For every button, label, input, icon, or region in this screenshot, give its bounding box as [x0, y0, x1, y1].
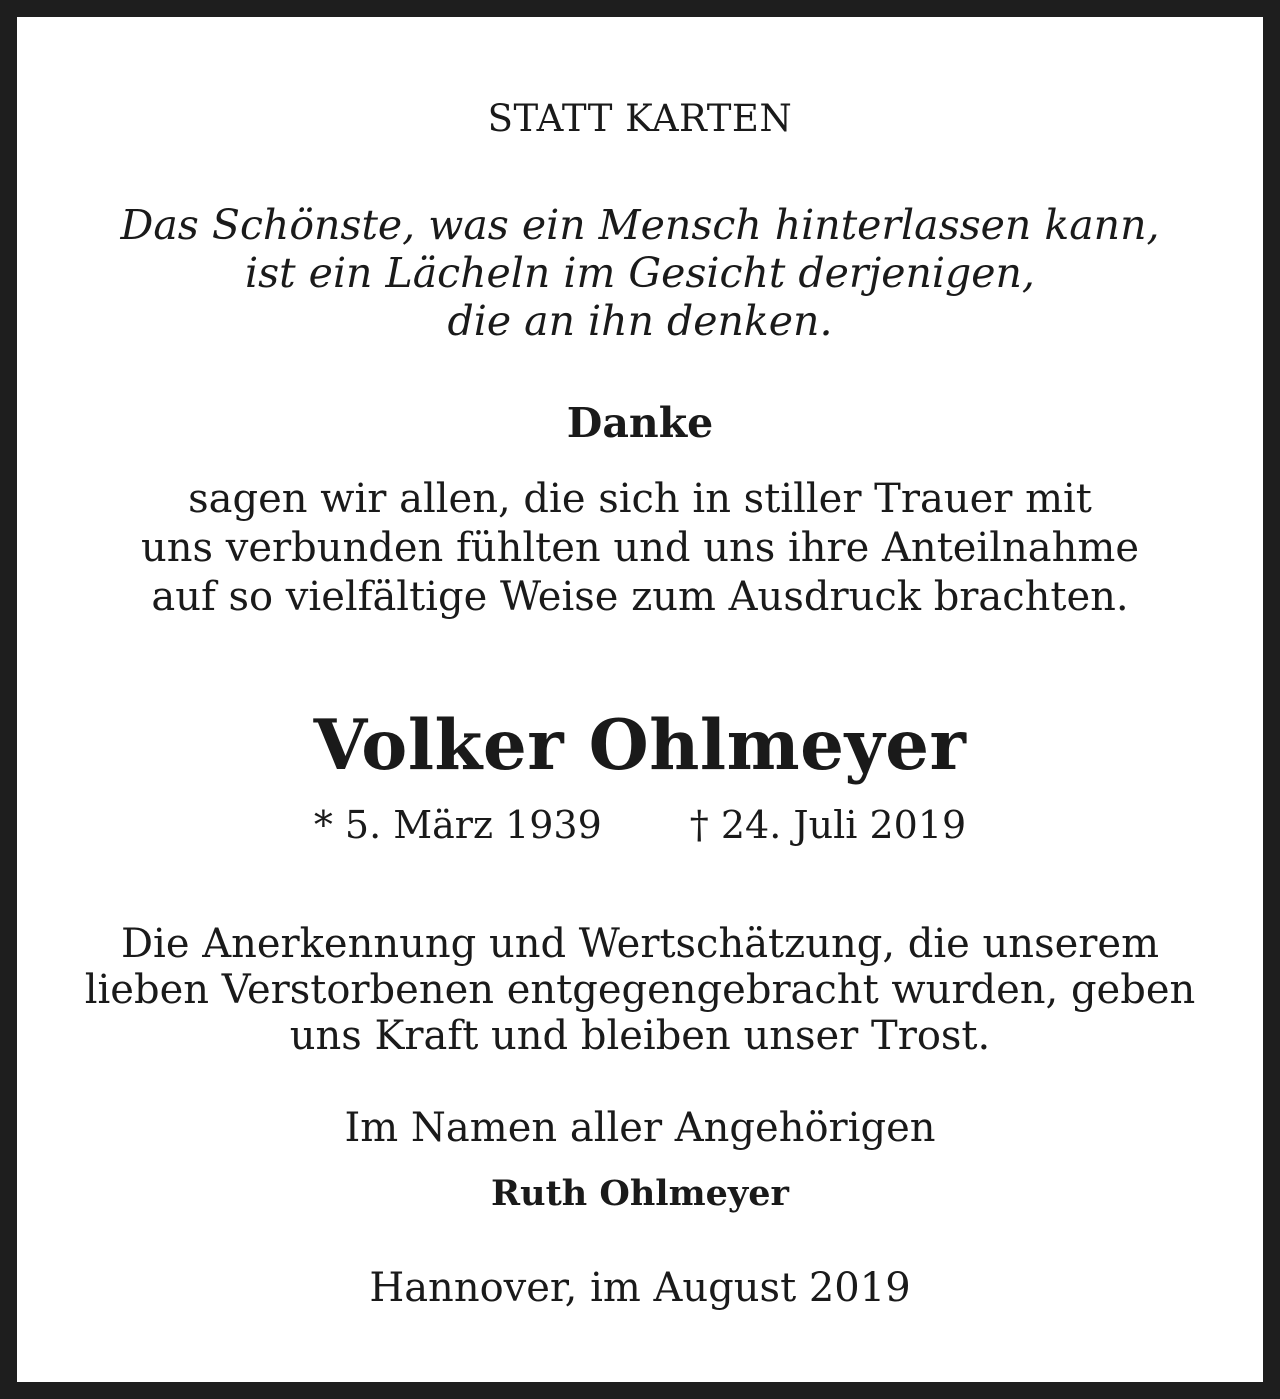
thanks-line: uns verbunden fühlten und uns ihre Anteilnahme [140, 525, 1139, 571]
deceased-name: Volker Ohlmeyer [313, 705, 967, 786]
quote-line: ist ein Lächeln im Gesicht derjenigen, [245, 249, 1035, 297]
thanks-heading: Danke [566, 399, 714, 447]
place-and-date: Hannover, im August 2019 [369, 1265, 911, 1311]
thanks-text [17, 475, 1263, 622]
death-date: † 24. Juli 2019 [689, 803, 967, 847]
appreciation-line: Die Anerkennung und Wertschätzung, die unserem [120, 921, 1159, 967]
appreciation-line: lieben Verstorbenen entgegengebracht wurden, geben [84, 967, 1196, 1013]
thanks-line: sagen wir allen, die sich in stiller Trauer mit [188, 476, 1092, 522]
memorial-quote [17, 201, 1263, 345]
quote-line: Das Schönste, was ein Mensch hinterlassen kann, [120, 201, 1160, 249]
appreciation-line: uns Kraft und bleiben unser Trost. [289, 1013, 991, 1059]
life-dates [17, 803, 1263, 847]
header-statt-karten: STATT KARTEN [487, 97, 793, 140]
on-behalf-line: Im Namen aller Angehörigen [344, 1105, 936, 1151]
signer-name: Ruth Ohlmeyer [491, 1173, 789, 1214]
birth-date: * 5. März 1939 [313, 803, 602, 847]
quote-line: die an ihn denken. [447, 297, 833, 345]
thanks-line: auf so vielfältige Weise zum Ausdruck brachten. [151, 574, 1129, 620]
appreciation-text [17, 921, 1263, 1059]
